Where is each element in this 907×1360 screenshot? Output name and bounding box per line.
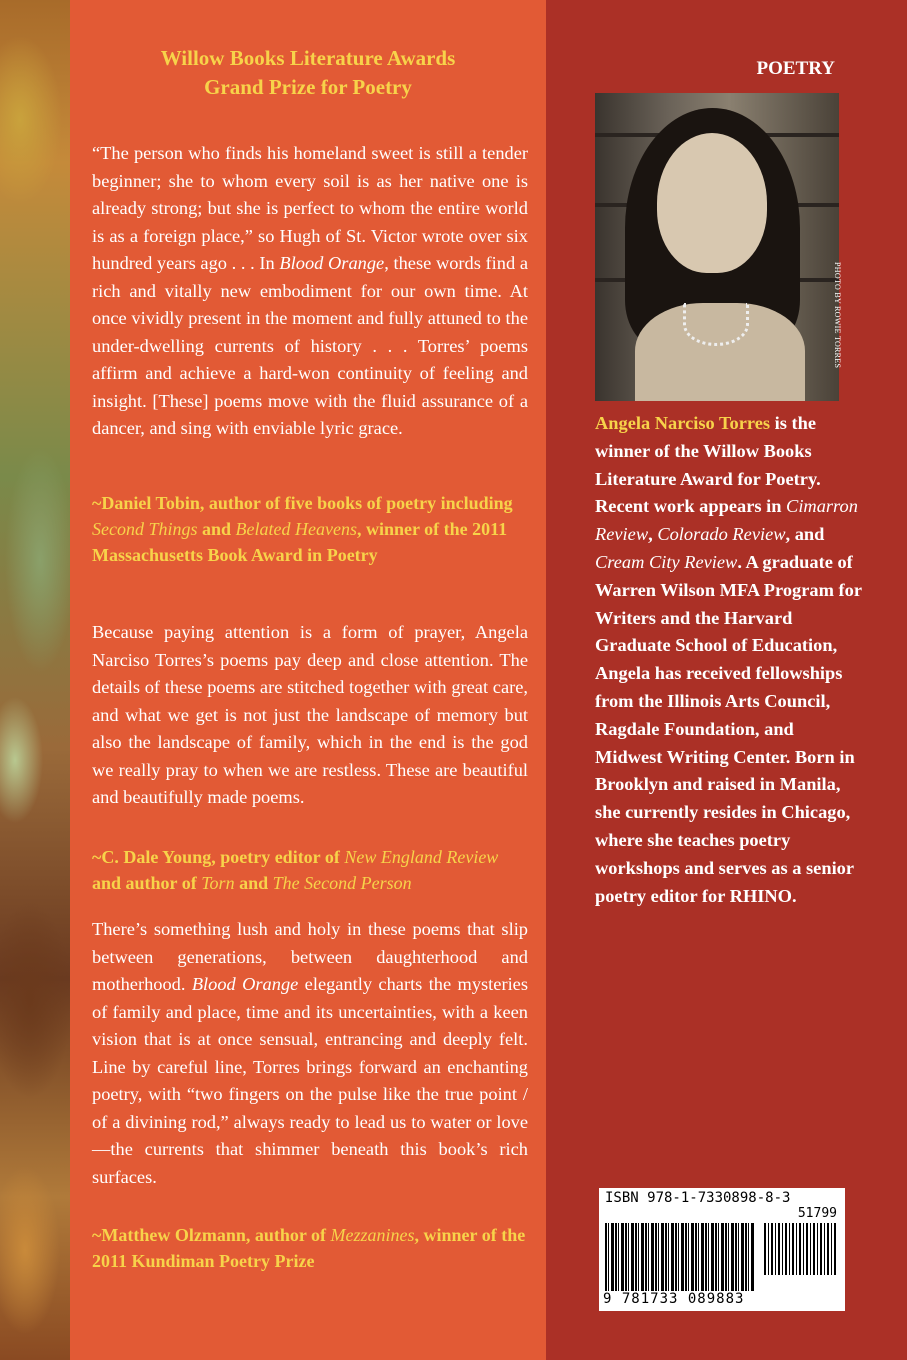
isbn-number: ISBN 978-1-7330898-8-3 [605,1190,791,1206]
category-label: POETRY [756,58,835,79]
blurb-1-text: “The person who finds his homeland sweet is still a tender beginner; she to whom every soil is as her native one is already strong; but she is perfect to whom the entire world is as a foreign place,” so Hugh of St. Victor wrote over six hundred years ago . . . In [92,143,528,273]
attribution-3 [92,1222,528,1274]
award-line-1: Willow Books Literature Awards [160,46,456,70]
attribution-2-and: and [234,873,273,893]
attribution-2-journal: New England Review [344,847,499,867]
attribution-1-book-2: Belated Heavens [235,519,357,539]
attribution-2 [92,844,528,896]
attribution-1-and: and [197,519,236,539]
attribution-2-and-author: and author of [92,873,202,893]
attribution-2-book-1: Torn [201,873,235,893]
ean-number: 9 781733 089883 [603,1291,745,1307]
attribution-1-award: , winner of the 2011 Massachusetts Book Award in Poetry [92,519,508,565]
attribution-2-book-2: The Second Person [272,873,412,893]
attribution-1-text: ~Daniel Tobin, author of five books of poetry including [92,493,513,513]
attribution-3-book: Mezzanines [330,1225,415,1245]
photo-credit: PHOTO BY ROWIE TORRES [833,262,842,369]
barcode-bars-addon [764,1223,838,1275]
blurb-1 [92,140,528,443]
blurb-1-book-title: Blood Orange [279,253,385,273]
author-bio-text: is the winner of the Willow Books Literature Award for Poetry. Recent work appears in [595,413,821,517]
author-bio [595,410,865,910]
attribution-3-award: , winner of the 2011 Kundiman Poetry Prize [92,1225,526,1271]
price-code: 51799 [797,1206,837,1221]
attribution-1 [92,490,528,568]
bio-separator-1: , [648,524,658,545]
blurb-1-text-cont: , these words find a rich and vitally new embodiment for our own time. At once vividly present in the moment and fully attuned to the under-dwelling currents of history . . . Torres’ poems affirm and achieve a hard-won continuity of feeling and insight. [These] poems move with the fluid assurance of a dancer, and sing with enviable lyric grace. [92,253,529,438]
attribution-2-text: ~C. Dale Young, poetry editor of [92,847,345,867]
bio-journal-1: Cimarron Review [595,496,858,545]
attribution-3-text: ~Matthew Olzmann, author of [92,1225,331,1245]
attribution-1-book-1: Second Things [92,519,198,539]
blurb-3-book-title: Blood Orange [191,974,299,994]
award-line-2: Grand Prize for Poetry [204,75,412,99]
blurb-3-text: There’s something lush and holy in these poems that slip between generations, between daughterhood and motherhood. [92,919,528,994]
cover-artwork-strip [0,0,70,1360]
bio-separator-2: , and [785,524,825,545]
author-bio-text-cont: . A graduate of Warren Wilson MFA Program for Writers and the Harvard Graduate School of Education, Angela has received fellowships from the Illinois Arts Council, Ragdale Foundation, and Midwest Writing Center. Born in Brooklyn and raised in Manila, she currently resides in Chicago, where she teaches poetry workshops and serves as a senior poetry editor for RHINO. [595,551,862,906]
award-heading [70,44,546,102]
author-name: Angela Narciso Torres [595,413,771,433]
blurb-3 [92,916,528,1191]
barcode-bars-main [605,1223,755,1291]
bio-journal-2: Colorado Review [657,524,786,545]
blurb-3-text-cont: elegantly charts the mysteries of family and place, time and its uncertainties, with a keen vision that is at once sensual, entrancing and deeply felt. Line by careful line, Torres brings forward an enchanting poetry, with “two fingers on the pulse like the true point / of a divining rod,” always ready to lead us to water or love—the currents that shimmer beneath this book’s rich surfaces. [92,974,528,1187]
author-photo [595,93,839,401]
bio-journal-3: Cream City Review [595,551,738,572]
isbn-barcode [599,1188,845,1311]
blurb-2: Because paying attention is a form of prayer, Angela Narciso Torres’s poems pay deep and close attention. The details of these poems are stitched together with great care, and what we get is not just the landscape of memory but also the landscape of family, which in the end is the god we really pray to when we are restless. These are beautiful and beautifully made poems. [92,622,528,807]
